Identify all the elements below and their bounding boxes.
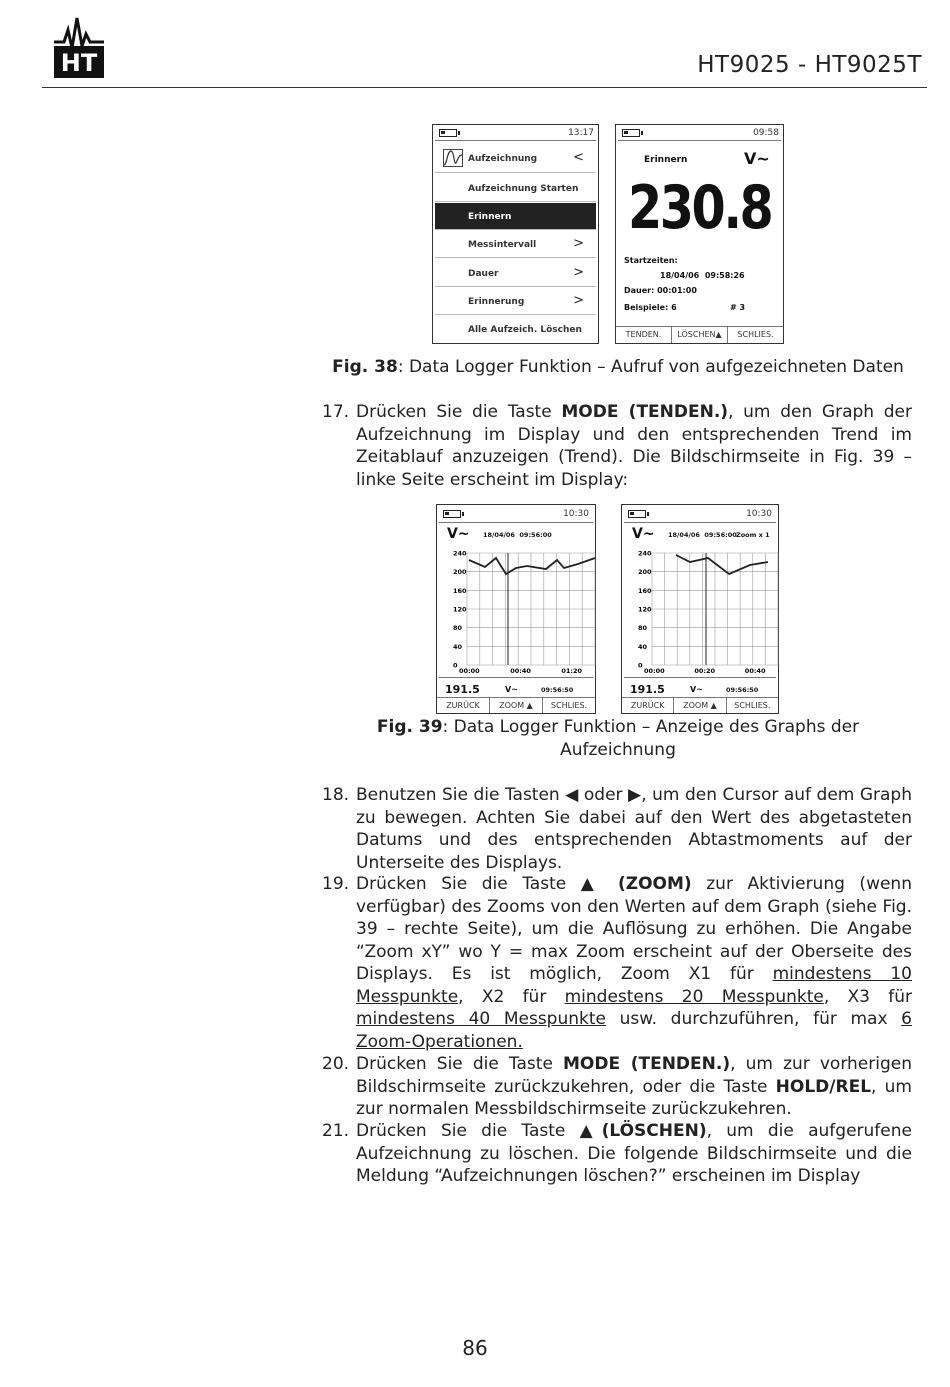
graph-date: 18/04/06 09:56:00 [483, 531, 552, 539]
battery-icon [622, 129, 640, 137]
measured-value: 230.8 [628, 173, 772, 243]
ht-logo [50, 8, 108, 80]
fig38-menu-screen [432, 124, 599, 344]
unit-label: V~ [744, 149, 770, 168]
menu-item-dauer: Dauer > [435, 260, 596, 287]
chevron-right-icon: > [573, 265, 584, 280]
chevron-right-icon: > [573, 236, 584, 251]
y-tick-label: 80 [453, 624, 463, 633]
chevron-right-icon: > [573, 293, 584, 308]
clock-time: 13:17 [568, 128, 594, 138]
waveform-icon [443, 149, 463, 170]
softkey-zurueck: ZURÜCK [630, 701, 665, 710]
y-tick-label: 0 [453, 661, 458, 670]
fig38-recall-screen [615, 124, 784, 344]
step-20: 20. Drücken Sie die Taste MODE (TENDEN.), um zur vorherigen Bildschirmseite zurückzukehren, oder die Taste HOLD/REL, um zur normalen Messbildschirmseite zurückzukehren. [322, 1054, 912, 1119]
menu-item-delete-all: Alle Aufzeich. Löschen [468, 325, 582, 335]
battery-icon [443, 510, 461, 518]
menu-item-erinnern: Erinnern [435, 203, 596, 230]
menu-header [435, 145, 596, 173]
clock-time: 09:58 [753, 128, 779, 138]
x-tick-label: 00:20 [694, 667, 716, 675]
softkey-tenden: TENDEN. [625, 330, 662, 339]
trend-graph [622, 545, 780, 675]
cursor-value: 191.5 [445, 683, 480, 696]
samples: Beispiele: 6 [624, 303, 677, 312]
fig38-caption: Fig. 38: Data Logger Funktion – Aufruf von aufgezeichneten Daten [332, 357, 904, 377]
grid-lines [467, 553, 595, 665]
x-tick-labels [644, 667, 766, 675]
y-tick-label: 160 [453, 586, 467, 595]
y-tick-label: 120 [453, 605, 467, 614]
softkey-bar [622, 697, 778, 713]
step-18: 18. Benutzen Sie die Tasten ◀ oder ▶, um den Cursor auf dem Graph zu bewegen. Achten Sie dabei auf den Wert des abgetasteten Datums und des entsprechenden Abtastmoments auf der Unterseite des Displays. [322, 785, 912, 873]
menu-item-start: Aufzeichnung Starten [435, 175, 596, 202]
x-tick-label: 01:20 [561, 667, 583, 675]
battery-icon [439, 129, 457, 137]
y-tick-label: 160 [638, 586, 652, 595]
header-divider [42, 87, 927, 88]
softkey-zoom: ZOOM ▲ [489, 698, 542, 713]
start-value: 18/04/06 09:58:26 [660, 271, 745, 280]
y-tick-label: 240 [453, 549, 467, 558]
record-index: # 3 [730, 303, 746, 312]
softkey-zoom: ZOOM ▲ [673, 698, 725, 713]
y-tick-label: 120 [638, 605, 652, 614]
clock-time: 10:30 [563, 509, 589, 519]
menu-item-messintervall: Messintervall > [435, 231, 596, 258]
y-tick-label: 40 [638, 642, 648, 651]
menu-title: Aufzeichnung [468, 154, 538, 164]
menu-item-erinnerung: Erinnerung > [435, 288, 596, 315]
softkey-bar [616, 326, 783, 343]
graph-date: 18/04/06 09:56:00 [668, 531, 737, 539]
cursor-time: 09:56:50 [541, 686, 574, 694]
clock-time: 10:30 [746, 509, 772, 519]
y-tick-label: 40 [453, 642, 463, 651]
unit-label: V~ [632, 526, 655, 542]
softkey-schlies: SCHLIES. [727, 327, 783, 343]
step-17: 17. Drücken Sie die Taste MODE (TENDEN.), um den Graph der Aufzeichnung im Display und den entsprechenden Trend im Zeitablauf anzuzeigen (Trend). Die Bildschirmseite in Fig. 39 – linke Seite erscheint im Display: [322, 402, 912, 490]
cursor-unit: V~ [505, 685, 518, 694]
cursor-time: 09:56:50 [726, 686, 759, 694]
y-tick-label: 80 [638, 624, 648, 633]
document-title: HT9025 - HT9025T [697, 52, 922, 78]
zoom-label: Zoom x 1 [736, 531, 770, 539]
softkey-schlies: SCHLIES. [726, 698, 778, 713]
x-tick-label: 00:00 [459, 667, 480, 675]
trend-graph [437, 545, 597, 675]
y-tick-labels [453, 550, 467, 670]
y-tick-label: 200 [638, 568, 652, 577]
fig39-graph-screen-left [436, 504, 596, 714]
y-tick-labels [638, 550, 652, 670]
x-tick-label: 00:40 [744, 667, 766, 675]
softkey-schlies: SCHLIES. [542, 698, 595, 713]
chevron-left-icon: < [573, 150, 584, 165]
step-21: 21. Drücken Sie die Taste ▲(LÖSCHEN), um die aufgerufene Aufzeichnung zu löschen. Die folgende Bildschirmseite und die Meldung “Aufzeichnungen löschen?” erscheinen im Display [322, 1121, 912, 1186]
x-tick-label: 00:00 [644, 667, 665, 675]
duration: Dauer: 00:01:00 [624, 286, 697, 295]
step-19: 19. Drücken Sie die Taste ▲ (ZOOM) zur Aktivierung (wenn verfügbar) des Zooms von den Werten auf dem Graph (siehe Fig. 39 – rechte Seite), um die Auflösung zu erhöhen. Die Angabe “Zoom xY” wo Y = max Zoom erscheint auf der Oberseite des Displays. Es ist möglich, Zoom X1 für mindestens 10 Messpunkte, X2 für mindestens 20 Messpunkte, X3 für mindestens 40 Messpunkte usw. durchzuführen, für max 6 Zoom-Operationen. [322, 874, 913, 1052]
page-number: 86 [462, 1336, 488, 1360]
x-tick-labels [459, 667, 583, 675]
cursor-unit: V~ [690, 685, 703, 694]
softkey-loeschen: LÖSCHEN▲ [671, 327, 727, 343]
fig39-graph-screen-right [621, 504, 779, 714]
softkey-zurueck: ZURÜCK [446, 701, 480, 710]
svg-text:HT: HT [60, 49, 98, 77]
battery-icon [628, 510, 646, 518]
unit-label: V~ [447, 526, 470, 542]
grid-lines [652, 553, 778, 665]
softkey-bar [437, 697, 595, 713]
cursor-value: 191.5 [630, 683, 665, 696]
y-tick-label: 240 [638, 549, 652, 558]
fig39-caption: Fig. 39: Data Logger Funktion – Anzeige des Graphs der Aufzeichnung [376, 717, 860, 760]
y-tick-label: 0 [638, 661, 643, 670]
y-tick-label: 200 [453, 568, 467, 577]
start-label: Startzeiten: [624, 256, 678, 265]
x-tick-label: 00:40 [510, 667, 531, 675]
recall-label: Erinnern [644, 155, 688, 165]
